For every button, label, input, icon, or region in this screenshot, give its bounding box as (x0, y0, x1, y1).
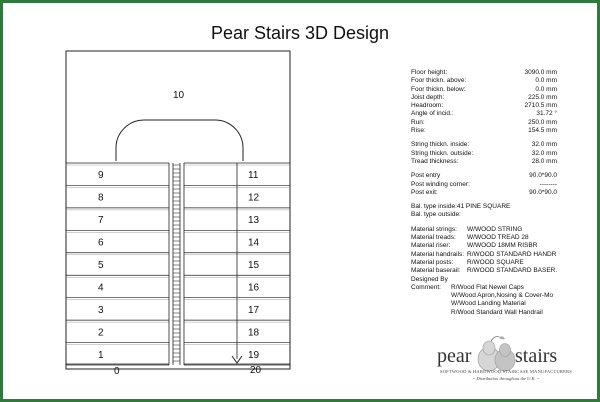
comment-line: W/Wood Landing Material (451, 300, 526, 308)
dimension-label: Run: (411, 118, 425, 126)
right-step-label: 13 (248, 215, 260, 227)
comment-lines (451, 284, 553, 317)
comment-label: Comment: (411, 283, 441, 291)
logo-subtagline: ~ Distribution throughout the U.K. ~ (472, 376, 540, 381)
post-row (411, 172, 591, 180)
dimension-value: 0.0 mm (535, 85, 557, 93)
post-row (411, 181, 591, 189)
right-step-label: 17 (248, 304, 260, 316)
thickness-label: String thickn. inside: (411, 141, 470, 149)
left-step-label: 9 (98, 170, 104, 182)
right-step-label: 16 (248, 282, 260, 294)
post-label: Post winding corner: (411, 180, 470, 188)
logo-word-left: pear (437, 345, 472, 367)
baluster-type-row (411, 203, 591, 211)
material-row (411, 267, 591, 275)
post-specs (411, 172, 591, 197)
baluster-specs (411, 203, 591, 220)
bottom-label-left: 0 (114, 366, 120, 377)
page-title: Pear Stairs 3D Design (210, 23, 390, 43)
left-step-label: 5 (98, 260, 104, 271)
left-step-label: 6 (98, 237, 104, 249)
post-value: 90.0*90.0 (529, 172, 557, 180)
dimension-value: 2710.5 mm (524, 102, 557, 110)
right-step-label: 18 (248, 327, 260, 339)
dimension-label: Joist depth: (411, 93, 445, 101)
dimension-row (411, 86, 591, 94)
thickness-row (411, 150, 591, 158)
dimension-specs (411, 69, 591, 135)
left-step-label: 3 (98, 304, 104, 316)
material-label: Material riser: (411, 242, 451, 250)
material-row (411, 242, 591, 250)
comment-line: R/Wood Standard Wall Handrail (451, 308, 543, 316)
central-balustrade (169, 163, 184, 365)
material-value: W/WOOD STRING (467, 225, 523, 233)
post-value: -------- (539, 180, 557, 188)
material-specs (411, 226, 591, 276)
company-logo (423, 333, 593, 393)
dimension-value: 0.0 mm (535, 77, 557, 85)
baluster-type-label: Bal. type outside: (411, 211, 461, 219)
thickness-label: String thickn. outside: (411, 149, 474, 157)
material-label: Material treads: (411, 234, 456, 242)
thickness-label: Tread thickness: (411, 157, 459, 165)
logo-word-right: stairs (515, 345, 558, 367)
material-value: R/WOOD STANDARD HANDR (467, 250, 557, 258)
logo-tagline: SOFTWOOD & HARDWOOD STAIRCASE MANUFACTURERS (440, 369, 572, 374)
material-row (411, 251, 591, 259)
dimension-value: 250.0 mm (528, 118, 557, 126)
left-step-label: 2 (98, 327, 104, 339)
right-step-label: 14 (248, 237, 260, 249)
designed-by: Designed By (411, 275, 448, 283)
post-label: Post entry (411, 172, 441, 180)
right-step-label: 12 (248, 192, 260, 204)
dimension-row (411, 69, 591, 77)
bottom-label-right: 20 (250, 365, 262, 376)
dimension-row (411, 127, 591, 135)
comment-line: R/Wood Flat Newel Caps (451, 283, 524, 291)
landing-label: 10 (173, 90, 185, 101)
material-label: Material posts: (411, 258, 454, 266)
thickness-row (411, 141, 591, 149)
dimension-row (411, 94, 591, 102)
material-label: Material strings: (411, 225, 457, 233)
dimension-row (411, 110, 591, 118)
post-label: Post exit: (411, 188, 438, 196)
material-label: Material baserail: (411, 267, 461, 275)
material-row (411, 259, 591, 267)
baluster-type-row (411, 211, 591, 219)
material-value: R/WOOD STANDARD BASER. (467, 267, 558, 275)
dimension-value: 225.0 mm (528, 93, 557, 101)
dimension-row (411, 102, 591, 110)
thickness-value: 28.0 mm (531, 157, 557, 165)
material-value: W/WOOD 18MM RISBR (467, 242, 538, 250)
baluster-type-value: 41 PINE SQUARE (456, 203, 511, 211)
material-label: Material handrails: (411, 250, 465, 258)
left-step-label: 4 (98, 282, 104, 294)
dimension-label: Floor height: (411, 69, 448, 76)
dimension-row (411, 119, 591, 127)
post-value: 90.0*90.0 (529, 188, 557, 196)
dimension-label: Angle of incid.: (411, 110, 454, 118)
dimension-row (411, 77, 591, 85)
drawing-sheet (3, 3, 597, 399)
left-flight-treads (66, 163, 169, 365)
left-step-label: 7 (98, 215, 104, 227)
spec-panel (411, 69, 591, 317)
right-step-label: 11 (248, 170, 259, 182)
baluster-type-label: Bal. type inside: (411, 203, 457, 211)
material-value: W/WOOD TREAD 28 (467, 234, 529, 242)
dimension-value: 154.5 mm (528, 127, 557, 135)
thickness-value: 32.0 mm (531, 141, 557, 149)
right-step-label: 19 (248, 349, 260, 361)
dimension-label: Headroom: (411, 102, 444, 110)
thickness-value: 32.0 mm (531, 149, 557, 157)
dimension-label: Foor thickn. above: (411, 77, 467, 85)
comment-block (411, 284, 591, 317)
dimension-value: 31.72 ° (536, 110, 557, 118)
dimension-value: 3090.0 mm (524, 69, 557, 76)
post-row (411, 189, 591, 197)
material-value: R/WOOD SQUARE (467, 258, 524, 266)
right-step-label: 15 (248, 260, 260, 271)
thickness-specs (411, 141, 591, 166)
landing-arch (116, 120, 243, 161)
left-step-label: 1 (98, 349, 104, 361)
material-row (411, 226, 591, 234)
left-step-label: 8 (98, 192, 104, 204)
thickness-row (411, 158, 591, 166)
comment-line: W/Wood Apron,Nosing & Cover-Mo (451, 292, 554, 300)
dimension-label: Foor thickn. below: (411, 85, 466, 93)
material-row (411, 234, 591, 242)
dimension-label: Rise: (411, 127, 426, 135)
